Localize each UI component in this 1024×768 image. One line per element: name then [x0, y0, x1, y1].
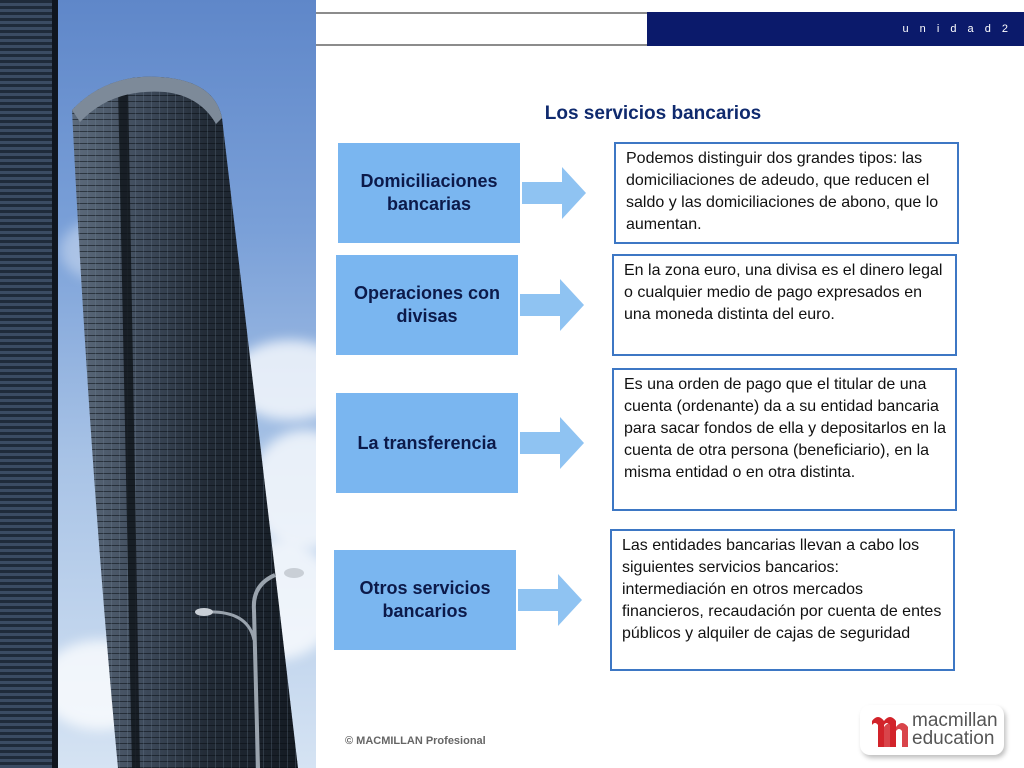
skyscraper-photo [0, 0, 316, 768]
logo-line1: macmillan [912, 710, 998, 731]
right-arrow-icon [520, 279, 584, 331]
concept-divisas [336, 255, 518, 355]
header-line-top [316, 12, 647, 14]
unit-label: u n i d a d 2 [902, 23, 1012, 35]
macmillan-m-logo [870, 711, 910, 749]
description-text: Las entidades bancarias llevan a cabo los siguientes servicios bancarios: intermediación en otros mercados financieros, recaudación por cuenta de entes públicos y alquiler de cajas de seguridad [622, 537, 942, 642]
description-text: Es una orden de pago que el titular de una cuenta (ordenante) da a su entidad bancaria para sacar fondos de ella y depositarlos en la cuenta de otra persona (beneficiario), en la misma entidad o en otra distinta. [624, 376, 946, 481]
description-otros-servicios [610, 529, 955, 671]
concept-label: Domiciliaciones bancarias [360, 171, 498, 214]
unit-header [647, 12, 1024, 46]
slide-title: Los servicios bancarios [544, 103, 762, 124]
right-arrow-icon [522, 167, 586, 219]
description-transferencia [612, 368, 957, 511]
concept-transferencia [336, 393, 518, 493]
concept-label: Otros servicios bancarios [359, 578, 491, 621]
concept-label: La transferencia [357, 432, 497, 453]
concept-label: Operaciones con divisas [353, 283, 501, 326]
header-line-bottom [316, 44, 647, 46]
description-divisas [612, 254, 957, 356]
logo-line2: education [912, 728, 995, 749]
description-text: En la zona euro, una divisa es el dinero legal o cualquier medio de pago expresados en una moneda distinta del euro. [624, 262, 943, 323]
right-arrow-icon [520, 417, 584, 469]
right-arrow-icon [518, 574, 582, 626]
description-domiciliaciones [614, 142, 959, 244]
tower-graphic [0, 0, 316, 768]
concept-otros-servicios [334, 550, 516, 650]
copyright-text: © MACMILLAN Profesional [345, 735, 486, 747]
concept-domiciliaciones [338, 143, 520, 243]
description-text: Podemos distinguir dos grandes tipos: las domiciliaciones de adeudo, que reducen el saldo y las domiciliaciones de abono, que lo aumentan. [626, 150, 939, 233]
macmillan-logo [860, 705, 1004, 755]
